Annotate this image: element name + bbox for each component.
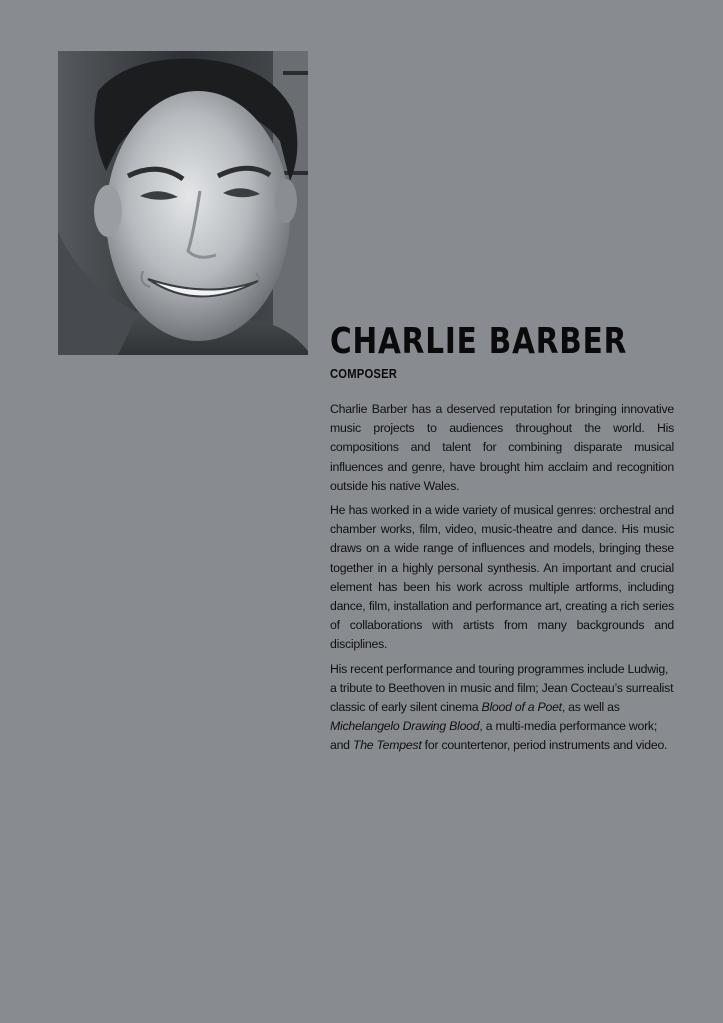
- bio-paragraph-3: [330, 660, 674, 756]
- bio-text: , a multi-media performance work; and: [330, 719, 657, 753]
- bio-paragraph-1: Charlie Barber has a deserved reputation for bringing innovative music projects to audiences throughout the world. His compositions and talent for combining disparate musical influences and genre, have brought him acclaim and recognition outside his native Wales.: [330, 402, 674, 493]
- work-title-blood-of-a-poet: Blood of a Poet: [481, 700, 562, 715]
- bio-text: for countertenor, period instruments and video.: [421, 738, 668, 753]
- bio-paragraph-2: He has worked in a wide variety of musical genres: orchestral and chamber works, film, video, music-theatre and dance. His music draws on a wide range of influences and models, bringing these together in a highly personal synthesis. An important and crucial element has been his work across multiple artforms, including dance, film, installation and performance art, creating a rich series of collaborations with artists from many backgrounds and disciplines.: [330, 503, 674, 652]
- biography: [330, 400, 674, 761]
- bio-text: , as well as: [561, 700, 620, 715]
- person-role: COMPOSER: [330, 367, 398, 381]
- bio-text: His recent performance and touring programmes include Ludwig, a tribute to Beethoven in music and film; Jean Cocteau’s surrealist classic of early silent cinema: [330, 661, 674, 715]
- portrait-photo: [58, 51, 308, 355]
- person-name: CHARLIE BARBER: [330, 321, 628, 362]
- work-title-michelangelo-drawing-blood: Michelangelo Drawing Blood: [330, 719, 480, 734]
- work-title-the-tempest: The Tempest: [352, 738, 422, 753]
